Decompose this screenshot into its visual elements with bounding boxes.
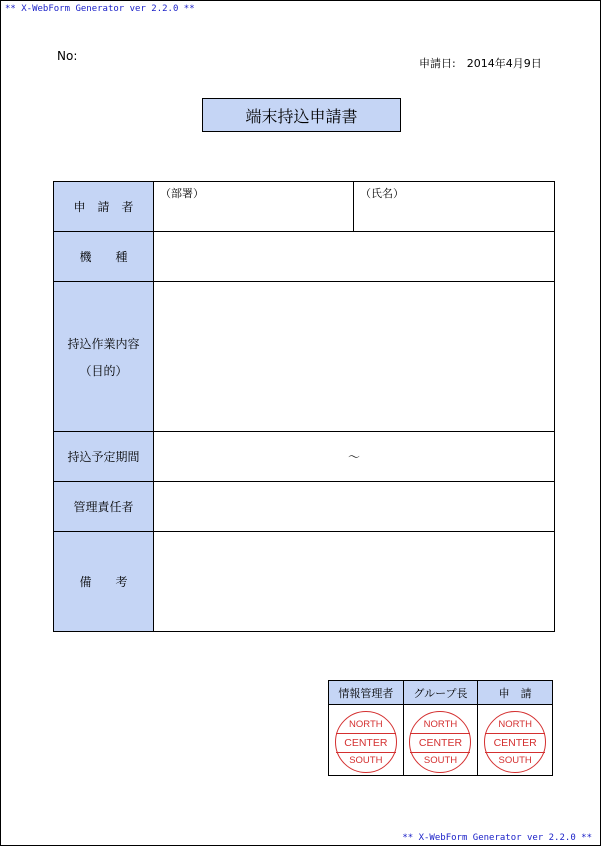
applicant-label: 申 請 者 <box>54 182 154 232</box>
stamp-south: SOUTH <box>349 755 383 766</box>
work-content-field[interactable] <box>154 282 555 432</box>
application-table <box>53 181 555 632</box>
model-label: 機 種 <box>54 232 154 282</box>
approval-stamp <box>335 711 397 773</box>
stamp-center: CENTER <box>485 733 545 753</box>
generator-label-top: ** X-WebForm Generator ver 2.2.0 ** <box>5 4 195 14</box>
approval-cell-applicant[interactable] <box>478 705 553 776</box>
approval-table <box>328 680 553 776</box>
manager-field[interactable] <box>154 482 555 532</box>
period-label: 持込予定期間 <box>54 432 154 482</box>
model-field[interactable] <box>154 232 555 282</box>
period-separator: ～ <box>347 450 360 464</box>
stamp-south: SOUTH <box>498 755 532 766</box>
stamp-north: NORTH <box>349 719 383 730</box>
stamp-north: NORTH <box>498 719 532 730</box>
approval-header-info-manager: 情報管理者 <box>329 681 404 705</box>
form-title: 端末持込申請書 <box>202 98 401 132</box>
approval-stamp <box>484 711 546 773</box>
stamp-north: NORTH <box>423 719 458 730</box>
name-field[interactable] <box>354 182 555 232</box>
generator-label-bottom: ** X-WebForm Generator ver 2.2.0 ** <box>402 833 592 843</box>
number-label: No: <box>57 49 78 63</box>
period-field[interactable] <box>154 432 555 482</box>
approval-stamp <box>409 711 471 773</box>
manager-label: 管理責任者 <box>54 482 154 532</box>
department-field[interactable] <box>154 182 354 232</box>
department-label: （部署） <box>160 187 204 200</box>
application-date: 申請日: 2014年4月9日 <box>419 57 542 70</box>
work-content-label <box>54 282 154 432</box>
stamp-center: CENTER <box>410 733 470 753</box>
stamp-center: CENTER <box>336 733 396 753</box>
work-content-label-line2: （目的） <box>79 363 128 378</box>
stamp-south: SOUTH <box>423 755 458 766</box>
remarks-field[interactable] <box>154 532 555 632</box>
approval-cell-group-leader[interactable] <box>403 705 478 776</box>
approval-header-applicant: 申 請 <box>478 681 553 705</box>
approval-cell-info-manager[interactable] <box>329 705 404 776</box>
name-label: （氏名） <box>360 187 404 200</box>
approval-header-group-leader: グループ長 <box>403 681 478 705</box>
remarks-label: 備 考 <box>54 532 154 632</box>
work-content-label-line1: 持込作業内容 <box>67 336 140 351</box>
